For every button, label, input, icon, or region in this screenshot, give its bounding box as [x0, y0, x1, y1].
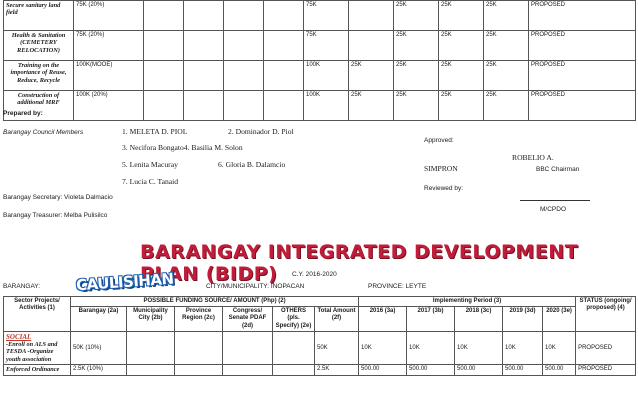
- barangay-amount-cell: 100K(MOOE): [74, 61, 144, 91]
- barangay-amount-cell: 2.5K (10%): [71, 365, 127, 376]
- empty-cell: [144, 1, 184, 31]
- status-cell: PROPOSED: [529, 61, 636, 91]
- empty-cell: [127, 331, 175, 365]
- project-cell: [4, 331, 71, 365]
- total-cell: 75K: [304, 31, 349, 61]
- chairman-name: ROBELIO A.: [512, 153, 554, 162]
- empty-cell: [264, 31, 304, 61]
- approved-label: Approved:: [424, 137, 454, 144]
- table-row: [4, 61, 636, 91]
- empty-cell: [223, 331, 273, 365]
- year-cell: 25K: [394, 1, 439, 31]
- empty-cell: [184, 91, 224, 121]
- year-cell: 25K: [439, 31, 484, 61]
- table-row: [4, 331, 636, 365]
- project-cell: Secure sanitary land field: [4, 1, 74, 31]
- year-cell: 25K: [349, 91, 394, 121]
- header-row: [4, 297, 636, 307]
- year-cell: 500.00: [455, 365, 503, 376]
- chairman-surname: SIMPRON: [424, 164, 458, 173]
- year-cell: 500.00: [359, 365, 407, 376]
- year-cell: 25K: [439, 1, 484, 31]
- project-cell: Training on the importance of Reuse, Reduce, Recycle: [4, 61, 74, 91]
- chairman-title: BBC Chairman: [536, 166, 580, 173]
- year-cell: 25K: [394, 91, 439, 121]
- table-row: [4, 1, 636, 31]
- year-cell: 500.00: [503, 365, 543, 376]
- mcpdo-label: M/CPDO: [540, 206, 566, 213]
- empty-cell: [224, 31, 264, 61]
- barangay-amount-cell: 100K (20%): [74, 91, 144, 121]
- header-status: STATUS (ongoing/ proposed) (4): [576, 297, 636, 332]
- header-2017: 2017 (3b): [407, 307, 455, 332]
- empty-cell: [144, 91, 184, 121]
- header-congress: Congress/ Senate PDAF (2d): [223, 307, 273, 332]
- status-cell: PROPOSED: [529, 31, 636, 61]
- year-cell: 25K: [484, 61, 529, 91]
- empty-cell: [224, 61, 264, 91]
- social-items: -Enroll on ALS and TESDA -Organize youth association: [6, 340, 58, 363]
- empty-cell: [127, 365, 175, 376]
- empty-cell: [224, 91, 264, 121]
- total-cell: 2.5K: [315, 365, 359, 376]
- signature-line: [520, 200, 590, 201]
- year-cell: 25K: [439, 91, 484, 121]
- empty-cell: [144, 31, 184, 61]
- table-row: [4, 91, 636, 121]
- empty-cell: [224, 1, 264, 31]
- member-6: 6. Gloria B. Dalamcio: [218, 160, 286, 169]
- year-cell: 10K: [503, 331, 543, 365]
- year-cell: 25K: [349, 61, 394, 91]
- header-2016: 2016 (3a): [359, 307, 407, 332]
- empty-cell: [264, 1, 304, 31]
- barangay-logo-text: CAULISIHAN: [75, 269, 175, 295]
- bidp-table: [3, 296, 636, 376]
- header-2019: 2019 (3d): [503, 307, 543, 332]
- barangay-amount-cell: 50K (10%): [71, 331, 127, 365]
- year-cell: 25K: [484, 31, 529, 61]
- year-cell: 500.00: [543, 365, 576, 376]
- secretary-label: Barangay Secretary: Violeta Dalmacio: [3, 194, 113, 201]
- empty-cell: [264, 91, 304, 121]
- calendar-year: C.Y. 2016-2020: [292, 271, 337, 278]
- year-cell: 10K: [455, 331, 503, 365]
- table-row: [4, 31, 636, 61]
- status-cell: PROPOSED: [529, 1, 636, 31]
- barangay-amount-cell: 75K (20%): [74, 31, 144, 61]
- member-2: 2. Dominador D. Piol: [228, 127, 294, 136]
- province-label: PROVINCE: LEYTE: [368, 283, 427, 290]
- header-municipality: Municipality City (2b): [127, 307, 175, 332]
- header-others: OTHERS (pls. Specify) (2e): [273, 307, 315, 332]
- member-5: 5. Lenita Macuray: [122, 160, 178, 169]
- member-1: 1. MELETA D. PIOL: [122, 127, 188, 136]
- empty-cell: [175, 365, 223, 376]
- empty-cell: [223, 365, 273, 376]
- year-cell: 25K: [394, 61, 439, 91]
- treasurer-label: Barangay Treasurer: Melba Pulisilco: [3, 212, 108, 219]
- year-cell: [349, 31, 394, 61]
- year-cell: 10K: [407, 331, 455, 365]
- council-label: Barangay Council Members: [3, 129, 84, 136]
- year-cell: 25K: [439, 61, 484, 91]
- status-cell: PROPOSED: [529, 91, 636, 121]
- year-cell: 10K: [359, 331, 407, 365]
- barangay-amount-cell: 75K (20%): [74, 1, 144, 31]
- member-7: 7. Lucia C. Tanaid: [122, 177, 179, 186]
- project-cell: Enforced Ordinance: [4, 365, 71, 376]
- header-barangay: Barangay (2a): [71, 307, 127, 332]
- empty-cell: [273, 365, 315, 376]
- header-2020: 2020 (3e): [543, 307, 576, 332]
- total-cell: 75K: [304, 1, 349, 31]
- year-cell: 500.00: [407, 365, 455, 376]
- member-3-4: 3. Necifora Bongato4. Basilia M. Solon: [122, 143, 243, 152]
- page-title: BARANGAY INTEGRATED DEVELOPMENT PLAN (BIDP): [140, 241, 579, 285]
- total-cell: 100K: [304, 61, 349, 91]
- empty-cell: [184, 1, 224, 31]
- header-2018: 2018 (3c): [455, 307, 503, 332]
- status-cell: PROPOSED: [576, 331, 636, 365]
- total-cell: 100K: [304, 91, 349, 121]
- header-province: Province Region (2c): [175, 307, 223, 332]
- reviewed-label: Reviewed by:: [424, 185, 464, 192]
- project-cell: Health & Sanitation (CEMETERY RELOCATION): [4, 31, 74, 61]
- header-total: Total Amount (2f): [315, 307, 359, 332]
- year-cell: [349, 1, 394, 31]
- empty-cell: [273, 331, 315, 365]
- year-cell: 10K: [543, 331, 576, 365]
- empty-cell: [184, 31, 224, 61]
- barangay-label: BARANGAY:: [3, 283, 41, 290]
- empty-cell: [144, 61, 184, 91]
- table-row: [4, 365, 636, 376]
- header-sector: Sector Projects/ Activities (1): [4, 297, 71, 332]
- header-period: Implementing Period (3): [359, 297, 576, 307]
- header-funding: POSSIBLE FUNDING SOURCE/ AMOUNT (Php) (2): [71, 297, 359, 307]
- empty-cell: [184, 61, 224, 91]
- year-cell: 25K: [394, 31, 439, 61]
- city-label: CITY/MUNICIPALITY: INOPACAN: [206, 283, 305, 290]
- social-label: SOCIAL: [6, 332, 32, 341]
- year-cell: 25K: [484, 91, 529, 121]
- project-cell: Construction of additional MRF: [4, 91, 74, 121]
- empty-cell: [175, 331, 223, 365]
- status-cell: PROPOSED: [576, 365, 636, 376]
- total-cell: 50K: [315, 331, 359, 365]
- empty-cell: [264, 61, 304, 91]
- top-project-table: [3, 0, 636, 121]
- prepared-by-label: Prepared by:: [3, 110, 43, 117]
- header-row: [4, 307, 636, 332]
- year-cell: 25K: [484, 1, 529, 31]
